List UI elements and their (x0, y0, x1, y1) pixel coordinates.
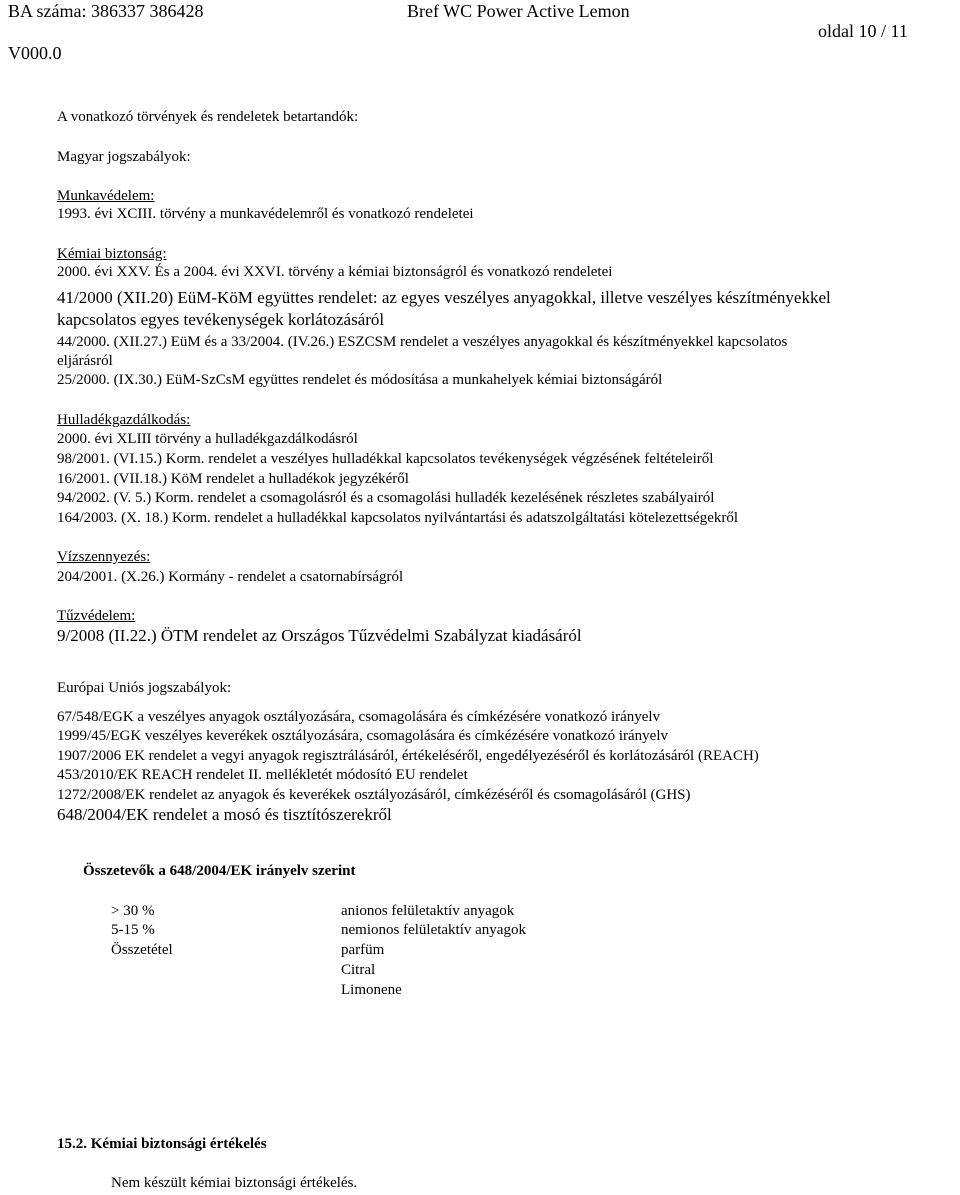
ingredient-name: anionos felületaktív anyagok (341, 903, 515, 919)
law-item: 1993. évi XCIII. törvény a munkavédelemről és vonatkozó rendeletei (57, 206, 474, 222)
waste-heading: Hulladékgazdálkodás: (57, 412, 191, 428)
ingredient-percent: Összetétel (111, 942, 173, 958)
law-item: 1907/2006 EK rendelet a vegyi anyagok regisztrálásáról, értékeléséről, engedélyezéséről és korlátozásáról (REACH) (57, 748, 759, 764)
fire-heading: Tűzvédelem: (57, 608, 136, 624)
law-item: 16/2001. (VII.18.) KöM rendelet a hulladékok jegyzékéről (57, 471, 409, 487)
product-name: Bref WC Power Active Lemon (407, 1, 630, 21)
law-item: 41/2000 (XII.20) EüM-KöM együttes rendelet: az egyes veszélyes anyagokkal, illetve veszélyes készítményekkel (57, 288, 831, 307)
ingredient-name: nemionos felületaktív anyagok (341, 922, 526, 938)
law-item: 9/2008 (II.22.) ÖTM rendelet az Országos Tűzvédelmi Szabályzat kiadásáról (57, 626, 582, 645)
law-item: eljárásról (57, 353, 113, 369)
law-item: 94/2002. (V. 5.) Korm. rendelet a csomagolásról és a csomagolási hulladék kezelésének részletes szabályairól (57, 490, 715, 506)
section-15-2-text: Nem készült kémiai biztonsági értékelés. (111, 1175, 358, 1191)
ingredient-name: Citral (341, 962, 376, 978)
work-safety-heading: Munkavédelem: (57, 188, 155, 204)
law-item: 1999/45/EGK veszélyes keverékek osztályozására, csomagolására és címkézésére vonatkozó irányelv (57, 728, 668, 744)
law-item: 164/2003. (X. 18.) Korm. rendelet a hulladékkal kapcsolatos nyilvántartási és adatszolgáltatási kötelezettségekről (57, 510, 739, 526)
chem-safety-heading: Kémiai biztonság: (57, 246, 167, 262)
law-item: 2000. évi XLIII törvény a hulladékgazdálkodásról (57, 431, 358, 447)
ingredient-percent: 5-15 % (111, 922, 155, 938)
law-item: 44/2000. (XII.27.) EüM és a 33/2004. (IV.26.) ESZCSM rendelet a veszélyes anyagokkal és készítményekkel kapcsolatos (57, 334, 788, 350)
law-item: 453/2010/EK REACH rendelet II. mellékletét módosító EU rendelet (57, 767, 468, 783)
ingredient-name: Limonene (341, 982, 402, 998)
page-number: oldal 10 / 11 (818, 21, 908, 41)
law-item: 98/2001. (VI.15.) Korm. rendelet a veszélyes hulladékkal kapcsolatos tevékenységek végzésének feltételeiről (57, 451, 714, 467)
law-item: kapcsolatos egyes tevékenységek korlátozásáról (57, 310, 385, 329)
law-item: 204/2001. (X.26.) Kormány - rendelet a csatornabírságról (57, 569, 404, 585)
intro-text: A vonatkozó törvények és rendeletek betartandók: (57, 109, 359, 125)
eu-heading: Európai Uniós jogszabályok: (57, 680, 232, 696)
ingredient-percent: > 30 % (111, 903, 155, 919)
ingredients-heading: Összetevők a 648/2004/EK irányelv szerint (83, 863, 356, 879)
law-item: 1272/2008/EK rendelet az anyagok és keverékek osztályozásáról, címkézéséről és csomagolásáról (GHS) (57, 787, 691, 803)
law-item: 648/2004/EK rendelet a mosó és tisztítószerekről (57, 805, 392, 824)
hungarian-laws-title: Magyar jogszabályok: (57, 149, 191, 165)
section-15-2-heading: 15.2. Kémiai biztonsági értékelés (57, 1136, 267, 1152)
law-item: 2000. évi XXV. És a 2004. évi XXVI. törvény a kémiai biztonságról és vonatkozó rendeletei (57, 264, 613, 280)
version: V000.0 (8, 43, 62, 63)
ba-number: BA száma: 386337 386428 (8, 1, 204, 21)
ingredient-name: parfüm (341, 942, 385, 958)
law-item: 67/548/EGK a veszélyes anyagok osztályozására, csomagolására és címkézésére vonatkozó irányelv (57, 709, 661, 725)
law-item: 25/2000. (IX.30.) EüM-SzCsM együttes rendelet és módosítása a munkahelyek kémiai biztonságáról (57, 372, 663, 388)
water-heading: Vízszennyezés: (57, 549, 151, 565)
